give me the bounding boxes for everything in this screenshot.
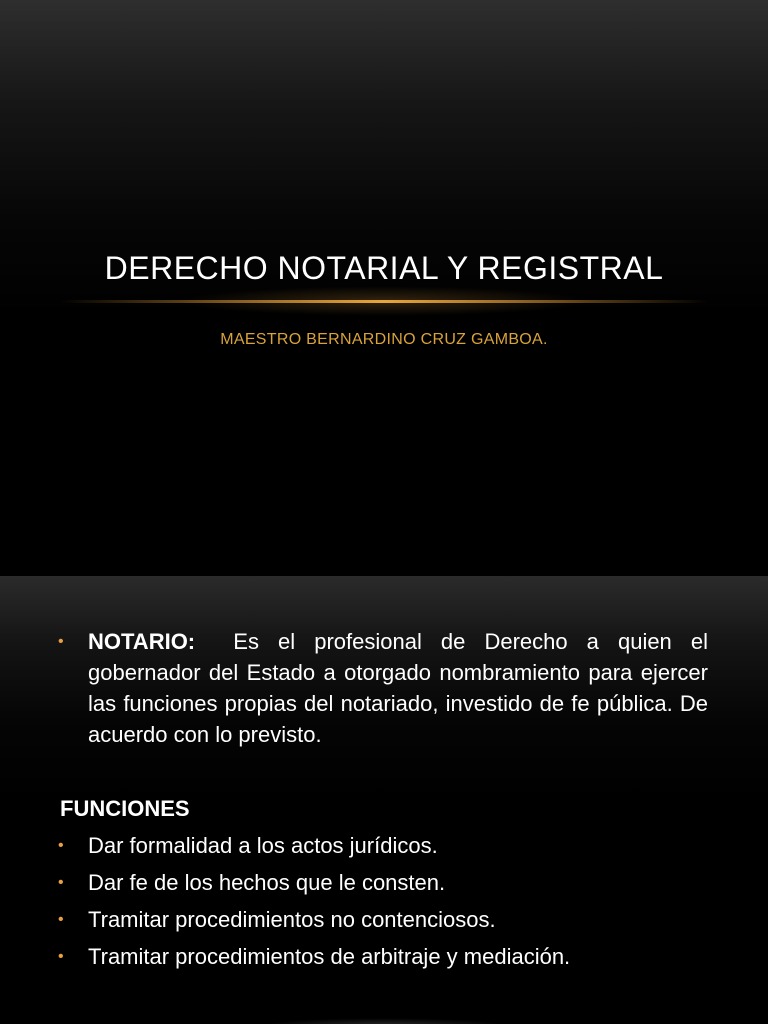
funcion-text: Tramitar procedimientos de arbitraje y mediación. [88, 944, 571, 969]
bullet-icon: • [58, 948, 64, 965]
funcion-text: Dar formalidad a los actos jurídicos. [88, 833, 438, 858]
funcion-text: Tramitar procedimientos no contenciosos. [88, 907, 496, 932]
funcion-text: Dar fe de los hechos que le consten. [88, 870, 446, 895]
slide-title: DERECHO NOTARIAL Y REGISTRAL [104, 250, 664, 286]
bullet-icon: • [58, 837, 64, 854]
funciones-heading: FUNCIONES [60, 796, 190, 821]
notario-label: NOTARIO: [88, 629, 196, 654]
notario-paragraph [88, 626, 708, 750]
slide-subtitle: MAESTRO BERNARDINO CRUZ GAMBOA. [220, 331, 548, 348]
bottom-glow [260, 1018, 508, 1024]
bullet-icon: • [58, 911, 64, 928]
bullet-icon: • [58, 633, 64, 650]
notario-definition: Es el profesional de Derecho a quien el gobernador del Estado a otorgado nombramiento para ejercer las funciones propias del notariado, investido de fe pública. De acuerdo con lo previsto. [88, 629, 708, 747]
content-slide [0, 576, 768, 1024]
title-divider [60, 300, 708, 303]
bullet-icon: • [58, 874, 64, 891]
